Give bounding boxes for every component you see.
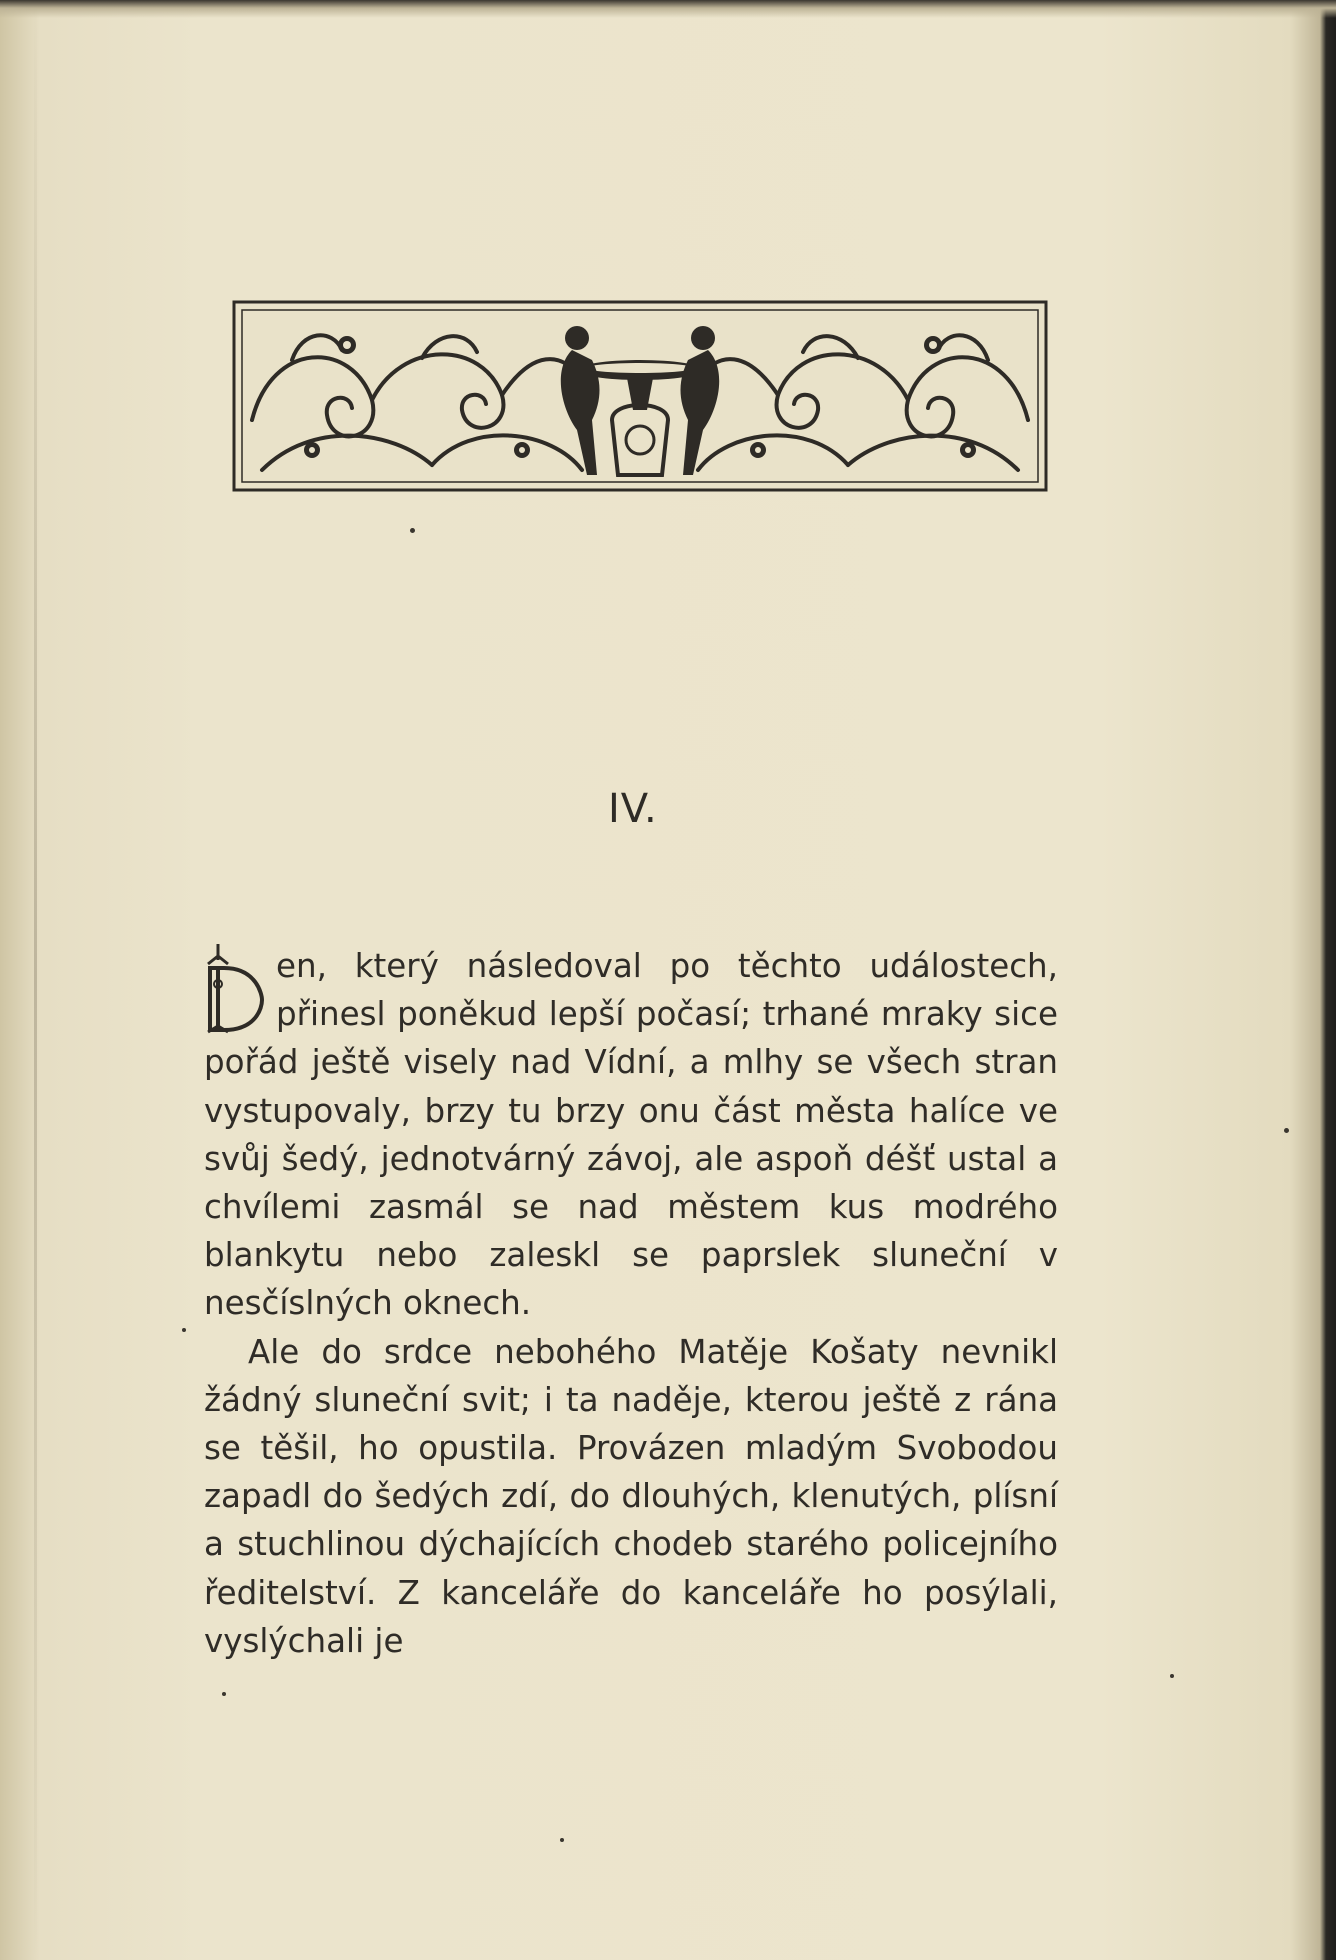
ink-speck [222, 1692, 226, 1696]
paragraph-text: Ale do srdce nebohého Matěje Košaty nevnikl žádný sluneční svit; i ta naděje, kterou ještě z rána se těšil, ho opustila. Provázen mladým Svobodou zapadl do šedých zdí, do dlouhých, klenutých, plísní a stuchlinou dýchajících chodeb starého policejního ředitelství. Z kanceláře do kanceláře ho posýlali, vyslýchali je [204, 1332, 1058, 1660]
ink-speck [410, 528, 415, 533]
page-top-edge [0, 0, 1336, 18]
paragraph [204, 942, 1058, 1328]
chapter-number: IV. [608, 786, 658, 832]
ink-speck [560, 1838, 564, 1842]
ink-speck [1170, 1674, 1174, 1678]
ornamental-headpiece [232, 300, 1048, 492]
ink-speck [1284, 1128, 1289, 1133]
binding-gutter [34, 0, 37, 1960]
ink-speck [182, 1328, 186, 1332]
paragraph-text: en, který následoval po těchto událostech, přinesl poněkud lepší počasí; trhané mraky sice pořád ještě visely nad Vídní, a mlhy se všech stran vystupovaly, brzy tu brzy onu část města halíce ve svůj šedý, jednotvárný závoj, ale aspoň déšť ustal a chvílemi zasmál se nad městem kus modrého blankytu nebo zaleskl se paprslek sluneční v nesčíslných oknech. [204, 947, 1058, 1323]
drop-cap-letter [204, 944, 264, 1036]
chapter-text [204, 942, 1058, 1665]
paragraph [204, 1328, 1058, 1665]
